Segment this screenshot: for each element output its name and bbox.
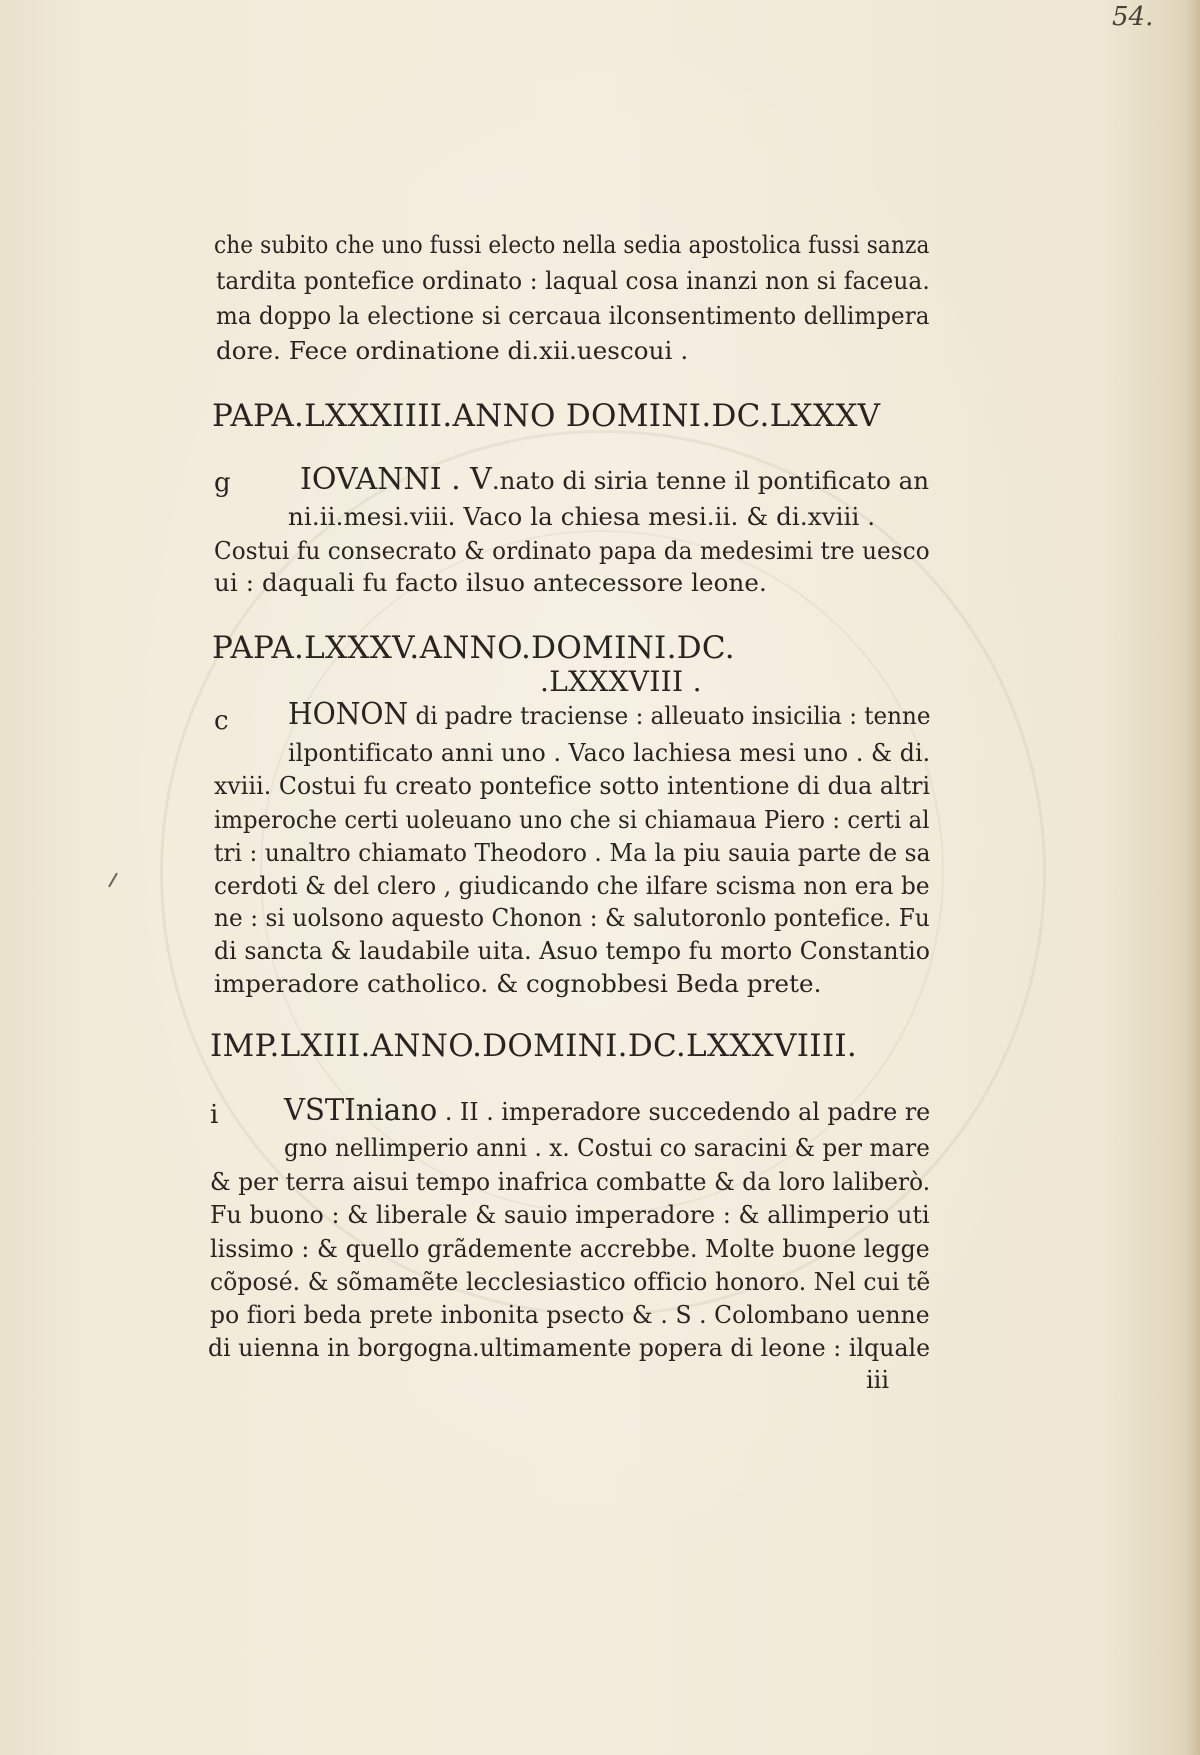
first-line-text: di padre traciense : alleuato insicilia : tenne bbox=[408, 701, 931, 730]
folio-number: 54. bbox=[1112, 2, 1154, 32]
text-line: ma doppo la electione si cercaua ilconsentimento dellimpera bbox=[216, 301, 930, 330]
text-line: & per terra aisui tempo inafrica combatte & da loro laliberò. bbox=[210, 1167, 931, 1196]
section-heading: PAPA.LXXXIIII.ANNO DOMINI.DC.LXXXV bbox=[212, 398, 881, 434]
text-line: tri : unaltro chiamato Theodoro . Ma la piu sauia parte de sa bbox=[214, 838, 931, 867]
guide-letter: i bbox=[210, 1100, 219, 1130]
text-line: di sancta & laudabile uita. Asuo tempo fu morto Constantio bbox=[214, 936, 931, 965]
first-line-text: . II . imperadore succedendo al padre re bbox=[437, 1097, 931, 1126]
text-line: po fiori beda prete inbonita psecto & . S . Colombano uenne bbox=[210, 1300, 930, 1329]
initial-word: IOVANNI . V bbox=[300, 462, 492, 497]
text-line: cerdoti & del clero , giudicando che ilfare scisma non era be bbox=[214, 871, 930, 900]
text-line-first bbox=[284, 1093, 931, 1128]
text-line: Costui fu consecrato & ordinato papa da medesimi tre uesco bbox=[214, 536, 930, 565]
text-line: xviii. Costui fu creato pontefice sotto intentione di dua altri bbox=[214, 771, 931, 800]
guide-letter: g bbox=[214, 468, 231, 498]
text-line: di uienna in borgogna.ultimamente popera di leone : ilquale bbox=[208, 1333, 931, 1362]
text-line: lissimo : & quello grãdemente accrebbe. Molte buone legge bbox=[210, 1234, 930, 1263]
initial-word: VSTIniano bbox=[284, 1093, 438, 1128]
text-line: che subito che uno fussi electo nella sedia apostolica fussi sanza bbox=[214, 230, 930, 259]
text-line: Fu buono : & liberale & sauio imperadore : & allimperio uti bbox=[210, 1200, 930, 1229]
text-line: cõposé. & sõmamẽte lecclesiastico officio honoro. Nel cui tẽ bbox=[210, 1267, 931, 1296]
section-heading: PAPA.LXXXV.ANNO.DOMINI.DC. bbox=[212, 630, 735, 666]
signature-mark: iii bbox=[866, 1366, 890, 1394]
initial-word: HONON bbox=[288, 697, 409, 732]
text-line: ui : daquali fu facto ilsuo antecessore leone. bbox=[214, 568, 767, 597]
first-line-text: .nato di siria tenne il pontificato an bbox=[491, 466, 930, 495]
text-line: imperadore catholico. & cognobbesi Beda prete. bbox=[214, 969, 822, 998]
text-line: imperoche certi uoleuano uno che si chiamaua Piero : certi al bbox=[214, 805, 930, 834]
guide-letter: c bbox=[214, 706, 229, 736]
text-line: gno nellimperio anni . x. Costui co saracini & per mare bbox=[284, 1133, 930, 1162]
section-heading-continued: .LXXXVIII . bbox=[540, 665, 702, 698]
text-line: dore. Fece ordinatione di.xii.uescoui . bbox=[216, 336, 689, 365]
page-edge-shadow bbox=[1186, 0, 1200, 1755]
text-line: ne : si uolsono aquesto Chonon : & salutoronlo pontefice. Fu bbox=[214, 903, 930, 932]
text-line: tardita pontefice ordinato : laqual cosa inanzi non si faceua. bbox=[216, 266, 930, 295]
text-line: ni.ii.mesi.viii. Vaco la chiesa mesi.ii. & di.xviii . bbox=[288, 502, 876, 531]
text-line-first bbox=[288, 697, 931, 732]
section-heading: IMP.LXIII.ANNO.DOMINI.DC.LXXXVIIII. bbox=[210, 1028, 858, 1064]
margin-mark bbox=[108, 873, 118, 888]
text-line-first bbox=[300, 462, 930, 497]
text-line: ilpontificato anni uno . Vaco lachiesa mesi uno . & di. bbox=[288, 738, 931, 767]
